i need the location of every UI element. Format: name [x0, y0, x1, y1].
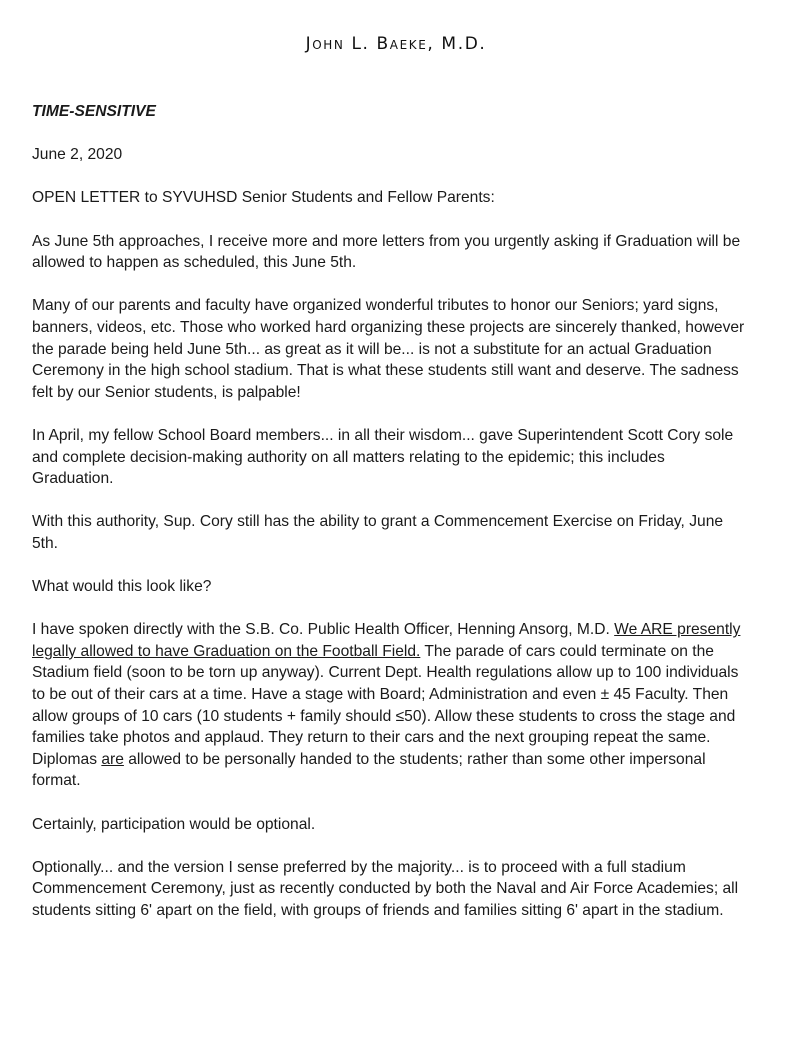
- paragraph-6-intro: I have spoken directly with the S.B. Co. Public Health Officer, Henning Ansorg, M.D.: [32, 621, 615, 639]
- paragraph-1: As June 5th approaches, I receive more and more letters from you urgently asking if Graduation will be allowed to happen as scheduled, this June 5th.: [32, 232, 741, 272]
- paragraph-2: Many of our parents and faculty have organized wonderful tributes to honor our Seniors; yard signs, banners, videos, etc. Those who worked hard organizing these projects are sincerely thanked, however the parade being held June 5th... as great as it will be... is not a substitute for an actual Graduation Ceremony in the high school stadium. That is what these students still want and deserve. The sadness felt by our Senior students, is palpable!: [32, 297, 745, 401]
- letter-body: [32, 101, 750, 943]
- paragraph-5: What would this look like?: [32, 578, 212, 596]
- paragraph-4: With this authority, Sup. Cory still has the ability to grant a Commencement Exercise on Friday, June 5th.: [32, 513, 724, 552]
- time-sensitive-label: TIME-SENSITIVE: [32, 103, 156, 120]
- underlined-are: are: [101, 750, 124, 768]
- paragraph-3: In April, my fellow School Board members... in all their wisdom... gave Superintendent Scott Cory sole and complete decision-making authority on all matters relating to the epidemic; this includes Graduation.: [32, 426, 734, 488]
- letter-date: June 2, 2020: [32, 146, 123, 164]
- letterhead: John L. Baeke, M.D.: [305, 34, 487, 54]
- paragraph-6-end: allowed to be personally handed to the students; rather than some other impersonal format.: [32, 750, 706, 790]
- salutation: OPEN LETTER to SYVUHSD Senior Students and Fellow Parents:: [32, 189, 495, 207]
- paragraph-6: [32, 619, 750, 792]
- paragraph-6-body: The parade of cars could terminate on the Stadium field (soon to be torn up anyway). Current Dept. Health regulations allow up to 100 individuals to be out of their cars at a time. Have a stage with Board; Administration and even ± 45 Faculty. Then allow groups of 10 cars (10 students + family should ≤50). Allow these students to cross the stage and families take photos and applaud. They return to their cars and the next grouping repeat the same. Diplomas: [32, 642, 739, 768]
- paragraph-8: Optionally... and the version I sense preferred by the majority... is to proceed with a full stadium Commencement Ceremony, just as recently conducted by both the Naval and Air Force Academies; all students sitting 6' apart on the field, with groups of friends and families sitting 6' apart in the stadium.: [32, 858, 739, 919]
- paragraph-7: Certainly, participation would be optional.: [32, 815, 316, 833]
- underlined-statement: We ARE presently legally allowed to have Graduation on the Football Field.: [32, 621, 741, 660]
